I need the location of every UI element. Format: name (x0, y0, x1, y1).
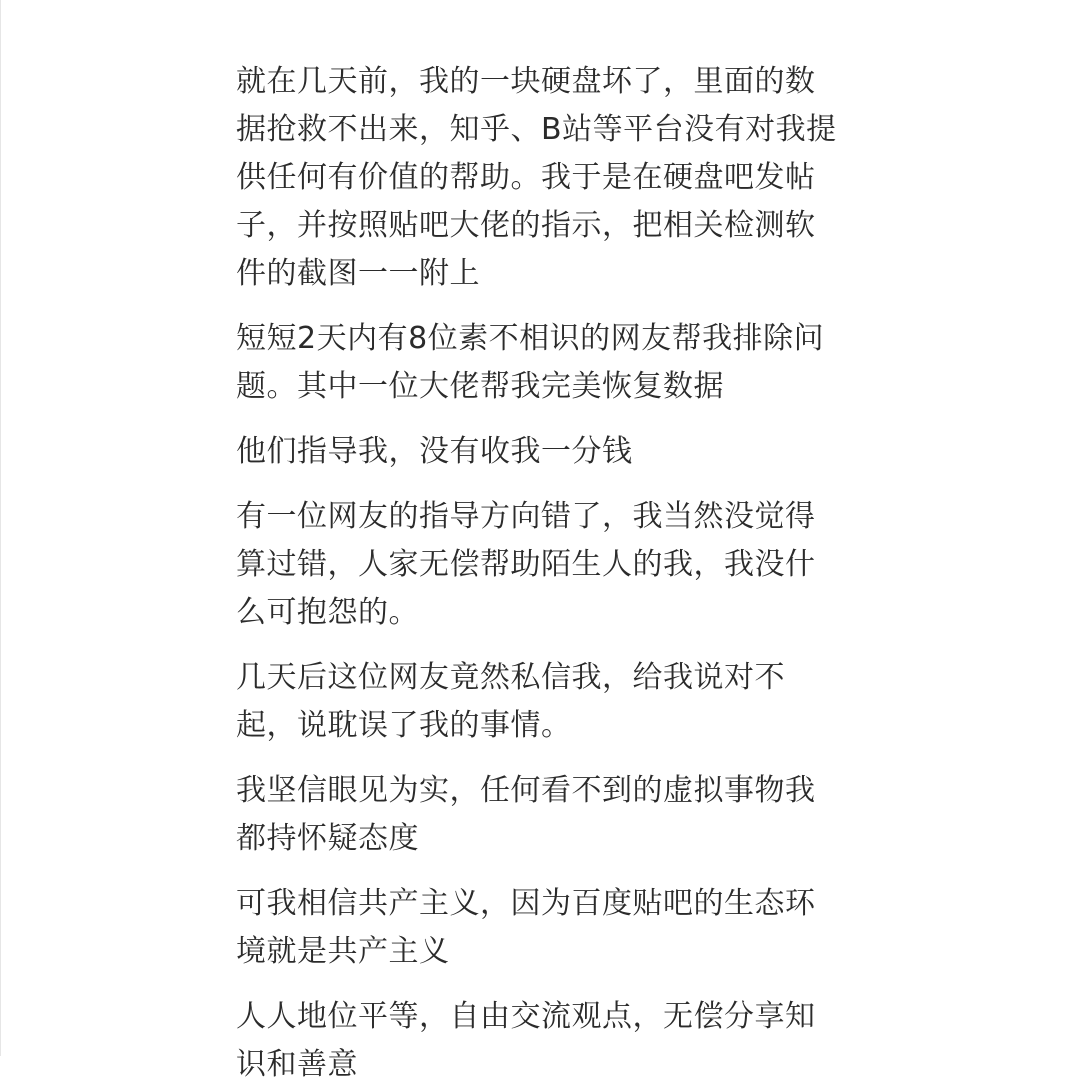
post-body (236, 58, 856, 1082)
text-line: 算过错，人家无偿帮助陌生人的我，我没什 (236, 547, 816, 582)
text-line: 境就是共产主义 (236, 934, 450, 969)
text-line: 我坚信眼见为实，任何看不到的虚拟事物我 (236, 773, 816, 808)
text-line: 子，并按照贴吧大佬的指示，把相关检测软 (236, 208, 816, 243)
paragraph-2 (236, 315, 856, 411)
text-line: 题。其中一位大佬帮我完美恢复数据 (236, 369, 724, 404)
paragraph-6 (236, 767, 856, 863)
paragraph-7 (236, 880, 856, 976)
text-line: 据抢救不出来，知乎、B站等平台没有对我提 (236, 112, 837, 147)
text-line-cut-off: 识和善意 (236, 1047, 358, 1082)
paragraph-8 (236, 993, 856, 1082)
text-line: 他们指导我，没有收我一分钱 (236, 434, 633, 469)
text-line: 短短2天内有8位素不相识的网友帮我排除问 (236, 321, 825, 356)
text-line: 几天后这位网友竟然私信我，给我说对不 (236, 660, 785, 695)
text-line: 供任何有价值的帮助。我于是在硬盘吧发帖 (236, 160, 816, 195)
text-line: 起，说耽误了我的事情。 (236, 708, 572, 743)
text-line: 有一位网友的指导方向错了，我当然没觉得 (236, 499, 816, 534)
text-line: 么可抱怨的。 (236, 595, 419, 630)
paragraph-3 (236, 428, 856, 476)
text-line: 就在几天前，我的一块硬盘坏了，里面的数 (236, 64, 816, 99)
page-left-border (0, 0, 1, 1056)
paragraph-1 (236, 58, 856, 298)
text-line: 都持怀疑态度 (236, 821, 419, 856)
paragraph-4 (236, 493, 856, 637)
paragraph-5 (236, 654, 856, 750)
text-line: 件的截图一一附上 (236, 256, 480, 291)
text-line: 人人地位平等，自由交流观点，无偿分享知 (236, 999, 816, 1034)
text-line: 可我相信共产主义，因为百度贴吧的生态环 (236, 886, 816, 921)
